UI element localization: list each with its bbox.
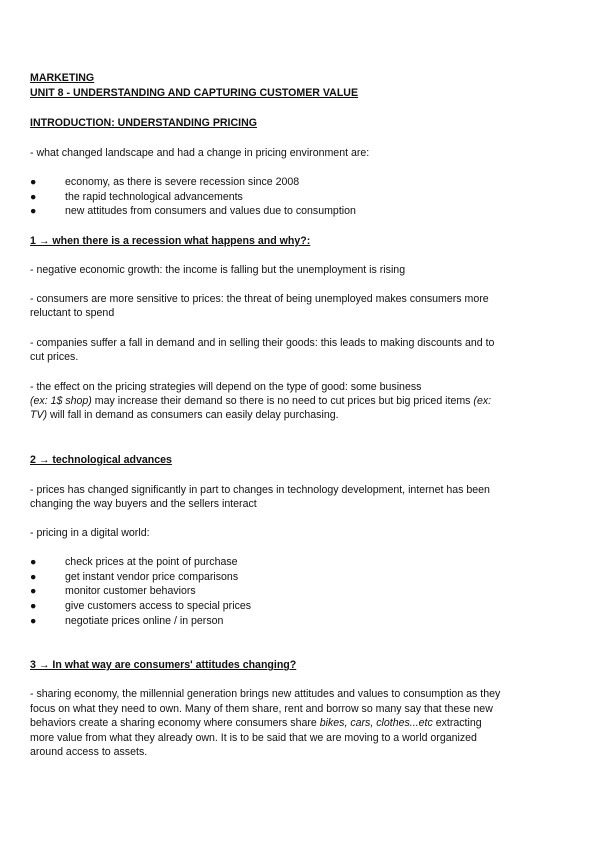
- paragraph-text: extracting: [432, 717, 482, 729]
- section3-line2: focus on what they need to own. Many of them share, rent and borrow so many say that these new: [30, 703, 493, 715]
- section1-p3-line1: - companies suffer a fall in demand and in selling their goods: this leads to making discounts and to: [30, 337, 495, 349]
- unit-title: UNIT 8 - UNDERSTANDING AND CAPTURING CUSTOMER VALUE: [30, 87, 359, 99]
- section1-p4-line3: [30, 409, 339, 422]
- section1-heading: 1 → when there is a recession what happens and why?:: [30, 235, 311, 247]
- paragraph-text: will fall in demand as consumers can easily delay purchasing.: [47, 409, 339, 421]
- bullet-icon: ●: [30, 556, 37, 568]
- paragraph-text: behaviors create a sharing economy where consumers share: [30, 717, 320, 729]
- section1-p2-line1: - consumers are more sensitive to prices: the threat of being unemployed makes consumers more: [30, 293, 489, 305]
- section3-line4: more value from what they already own. It is to be said that we are moving to a world organized: [30, 732, 477, 744]
- bullet-text: give customers access to special prices: [65, 600, 252, 612]
- section2-p1-line1: - prices has changed significantly in part to changes in technology development, internet has been: [30, 484, 490, 496]
- bullet-text: negotiate prices online / in person: [65, 615, 224, 627]
- section2-p1-line2: changing the way buyers and the sellers interact: [30, 498, 257, 510]
- bullet-icon: ●: [30, 205, 37, 217]
- section3-line1: - sharing economy, the millennial generation brings new attitudes and values to consumption as they: [30, 688, 501, 700]
- bullet-text: monitor customer behaviors: [65, 585, 196, 597]
- section1-p2-line2: reluctant to spend: [30, 307, 115, 319]
- example-text: bikes, cars, clothes...etc: [319, 717, 433, 729]
- section3-line5: around access to assets.: [30, 746, 148, 758]
- bullet-text: the rapid technological advancements: [65, 191, 243, 203]
- bullet-icon: ●: [30, 191, 37, 203]
- bullet-text: new attitudes from consumers and values due to consumption: [65, 205, 356, 217]
- example-text: TV): [30, 409, 48, 421]
- bullet-icon: ●: [30, 600, 37, 612]
- section1-p3-line2: cut prices.: [30, 351, 79, 363]
- bullet-icon: ●: [30, 585, 37, 597]
- bullet-text: check prices at the point of purchase: [65, 556, 238, 568]
- bullet-icon: ●: [30, 571, 37, 583]
- bullet-icon: ●: [30, 615, 37, 627]
- section1-p4-line1: - the effect on the pricing strategies will depend on the type of good: some business: [30, 381, 422, 393]
- section3-heading: 3 → In what way are consumers' attitudes changing?: [30, 659, 297, 671]
- section2-heading: 2 → technological advances: [30, 454, 172, 466]
- intro-text: - what changed landscape and had a change in pricing environment are:: [30, 147, 370, 159]
- bullet-text: get instant vendor price comparisons: [65, 571, 239, 583]
- bullet-icon: ●: [30, 176, 37, 188]
- bullet-text: economy, as there is severe recession since 2008: [65, 176, 300, 188]
- paragraph-text: may increase their demand so there is no need to cut prices but big priced items: [91, 395, 474, 407]
- intro-heading: INTRODUCTION: UNDERSTANDING PRICING: [30, 117, 257, 129]
- example-text: (ex: 1$ shop): [30, 395, 92, 407]
- section1-p4-line2: [30, 395, 491, 408]
- section3-line3: [30, 717, 482, 730]
- doc-title: MARKETING: [30, 72, 95, 84]
- section1-p1: - negative economic growth: the income is falling but the unemployment is rising: [30, 264, 406, 276]
- example-text: (ex:: [473, 395, 492, 407]
- section2-p2: - pricing in a digital world:: [30, 527, 150, 539]
